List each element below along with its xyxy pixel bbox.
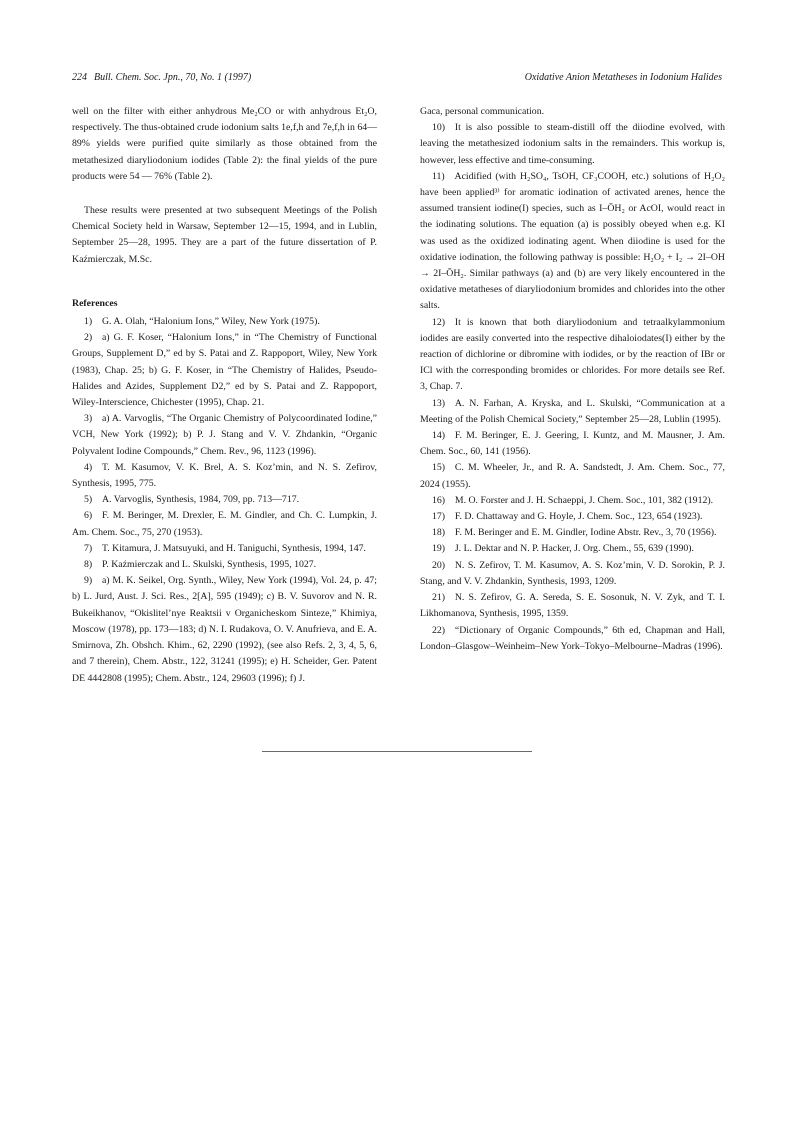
reference-item: 14) F. M. Beringer, E. J. Geering, I. Kuntz, and M. Mausner, J. Am. Chem. Soc., 60, 141 (1956). (420, 430, 725, 458)
reference-item: 3) a) A. Varvoglis, “The Organic Chemistry of Polycoordinated Iodine,” VCH, New York (1992); b) P. J. Stang and V. V. Zhdankin, “Organic Polyvalent Iodine Compounds,” Chem. Rev., 96, 1123 (1996). (72, 413, 377, 457)
reference-item: 7) T. Kitamura, J. Matsuyuki, and H. Taniguchi, Synthesis, 1994, 147. (84, 542, 366, 554)
reference-item: 17) F. D. Chattaway and G. Hoyle, J. Chem. Soc., 123, 654 (1923). (432, 511, 703, 523)
reference-item: 1) G. A. Olah, “Halonium Ions,” Wiley, New York (1975). (84, 316, 320, 328)
body-paragraph: well on the filter with either anhydrous Me₂CO or with anhydrous Et₂O, respectively. The thus-obtained crude iodonium salts 1e,f,h and 7e,f,h in 64—89% yields were purified quite similarly as those obtained from the metathesized diaryliodonium iodides (Table 2): the final yields of the pure products were 54 — 76% (Table 2). (72, 106, 377, 182)
reference-item: 13) A. N. Farhan, A. Kryska, and L. Skulski, “Communication at a Meeting of the Polish Chemical Society,” September 25—28, Lublin (1995). (420, 397, 725, 425)
running-title: Oxidative Anion Metatheses in Iodonium Halides (524, 72, 722, 83)
reference-item: 5) A. Varvoglis, Synthesis, 1984, 709, pp. 713—717. (84, 494, 300, 506)
running-header (72, 72, 722, 88)
reference-item: 18) F. M. Beringer and E. M. Gindler, Iodine Abstr. Rev., 3, 70 (1956). (432, 527, 717, 539)
reference-item: 2) a) G. F. Koser, “Halonium Ions,” in “The Chemistry of Functional Groups, Supplement D,” ed by S. Patai and Z. Rappoport, Wiley, New York (1983), Chap. 25; b) G. F. Koser, in “The Chemistry of Halides, Pseudo-Halides and Azides, Supplement D2,” ed by S. Patai and Z. Rappoport, Wiley-Interscience, Chichester (1995), Chap. 21. (72, 332, 377, 409)
reference-item: 19) J. L. Dektar and N. P. Hacker, J. Org. Chem., 55, 639 (1990). (432, 543, 694, 555)
page-number: 224 (72, 72, 87, 83)
paragraph-gap (72, 185, 377, 203)
reference-item: 9) a) M. K. Seikel, Org. Synth., Wiley, New York (1994), Vol. 24, p. 47; b) L. Jurd, Aust. J. Sci. Res., 2[A], 595 (1949); c) B. V. Suvorov and N. R. Bukeikhanov, “Okislitel’nye Reaktsii v Organicheskom Sinteze,” Khimiya, Moscow (1978), pp. 173—183; d) N. I. Rudakova, O. V. Anufrieva, and E. A. Smirnova, Zh. Obshch. Khim., 62, 2290 (1992), (see also Refs. 2, 3, 4, 5, 6, and 7 therein), Chem. Abstr., 122, 31241 (1995); e) H. Scheider, Ger. Patent DE 4442808 (1995); Chem. Abstr., 124, 29603 (1996); f) J. (72, 575, 377, 684)
references-heading: References (72, 297, 118, 309)
reference-item: 15) C. M. Wheeler, Jr., and R. A. Sandstedt, J. Am. Chem. Soc., 77, 2024 (1955). (420, 462, 725, 490)
journal-citation: Bull. Chem. Soc. Jpn., 70, No. 1 (1997) (94, 72, 252, 83)
acknowledgment-paragraph: These results were presented at two subsequent Meetings of the Polish Chemical Society held in Warsaw, September 12—15, 1994, and in Lublin, September 25—28, 1995. They are a part of the future dissertation of P. Kaźmierczak, M.Sc. (72, 205, 377, 265)
reference-item: 8) P. Kaźmierczak and L. Skulski, Synthesis, 1995, 1027. (84, 559, 317, 571)
reference-item: 4) T. M. Kasumov, V. K. Brel, A. S. Koz’min, and N. S. Zefirov, Synthesis, 1995, 775. (72, 461, 377, 490)
reference-item: 21) N. S. Zefirov, G. A. Sereda, S. E. Sosonuk, N. V. Zyk, and T. I. Likhomanova, Synthesis, 1995, 1359. (420, 592, 725, 620)
reference-item: 10) It is also possible to steam-distill off the diiodine evolved, with leaving the metathesized iodonium salts in the remainders. This workup is, however, less effective and time-consuming. (420, 122, 725, 166)
right-column (420, 104, 725, 655)
reference-continuation: Gaca, personal communication. (420, 106, 545, 117)
reference-item: 12) It is known that both diaryliodonium and tetraalkylammonium iodides are easily converted into the respective dihaloiodates(I) either by the reaction of dichlorine or dibromine with iodides, or by the reaction of IBr or ICl with the corresponding bromides or chlorides. For more details see Ref. 3, Chap. 7. (420, 316, 725, 393)
paragraph-gap (72, 268, 377, 286)
reference-item: 20) N. S. Zefirov, T. M. Kasumov, A. S. Koz’min, V. D. Sorokin, P. J. Stang, and V. V. Zhdankin, Synthesis, 1993, 1209. (420, 559, 725, 587)
end-rule (262, 751, 532, 752)
reference-item: 16) M. O. Forster and J. H. Schaeppi, J. Chem. Soc., 101, 382 (1912). (432, 494, 714, 506)
reference-item: 6) F. M. Beringer, M. Drexler, E. M. Gindler, and Ch. C. Lumpkin, J. Am. Chem. Soc., 75, 270 (1953). (72, 510, 377, 538)
left-column (72, 104, 377, 687)
reference-item: 22) “Dictionary of Organic Compounds,” 6th ed, Chapman and Hall, London–Glasgow–Weinheim–New York–Tokyo–Melbourne–Madras (1996). (420, 624, 725, 652)
reference-item: 11) Acidified (with H₂SO₄, TsOH, CF₃COOH, etc.) solutions of H₂O₂ have been applied³⁾ for aromatic iodination of activated arenes, hence the assumed transient iodine(I) species, such as I–ŌH₂ or AcOI, would react in the iodinating solutions. The equation (a) is possibly obeyed when e.g. KI was used as the oxidized iodinating agent. When diiodine is used for the oxidative iodination, the following pathway is possible: H₂O₂ + I₂ → 2I–OH → 2I–ŌH₂. Similar pathways (a) and (b) are very likely encountered in the oxidative metatheses of diaryliodonium bromides and chlorides into the other salts. (420, 170, 725, 312)
